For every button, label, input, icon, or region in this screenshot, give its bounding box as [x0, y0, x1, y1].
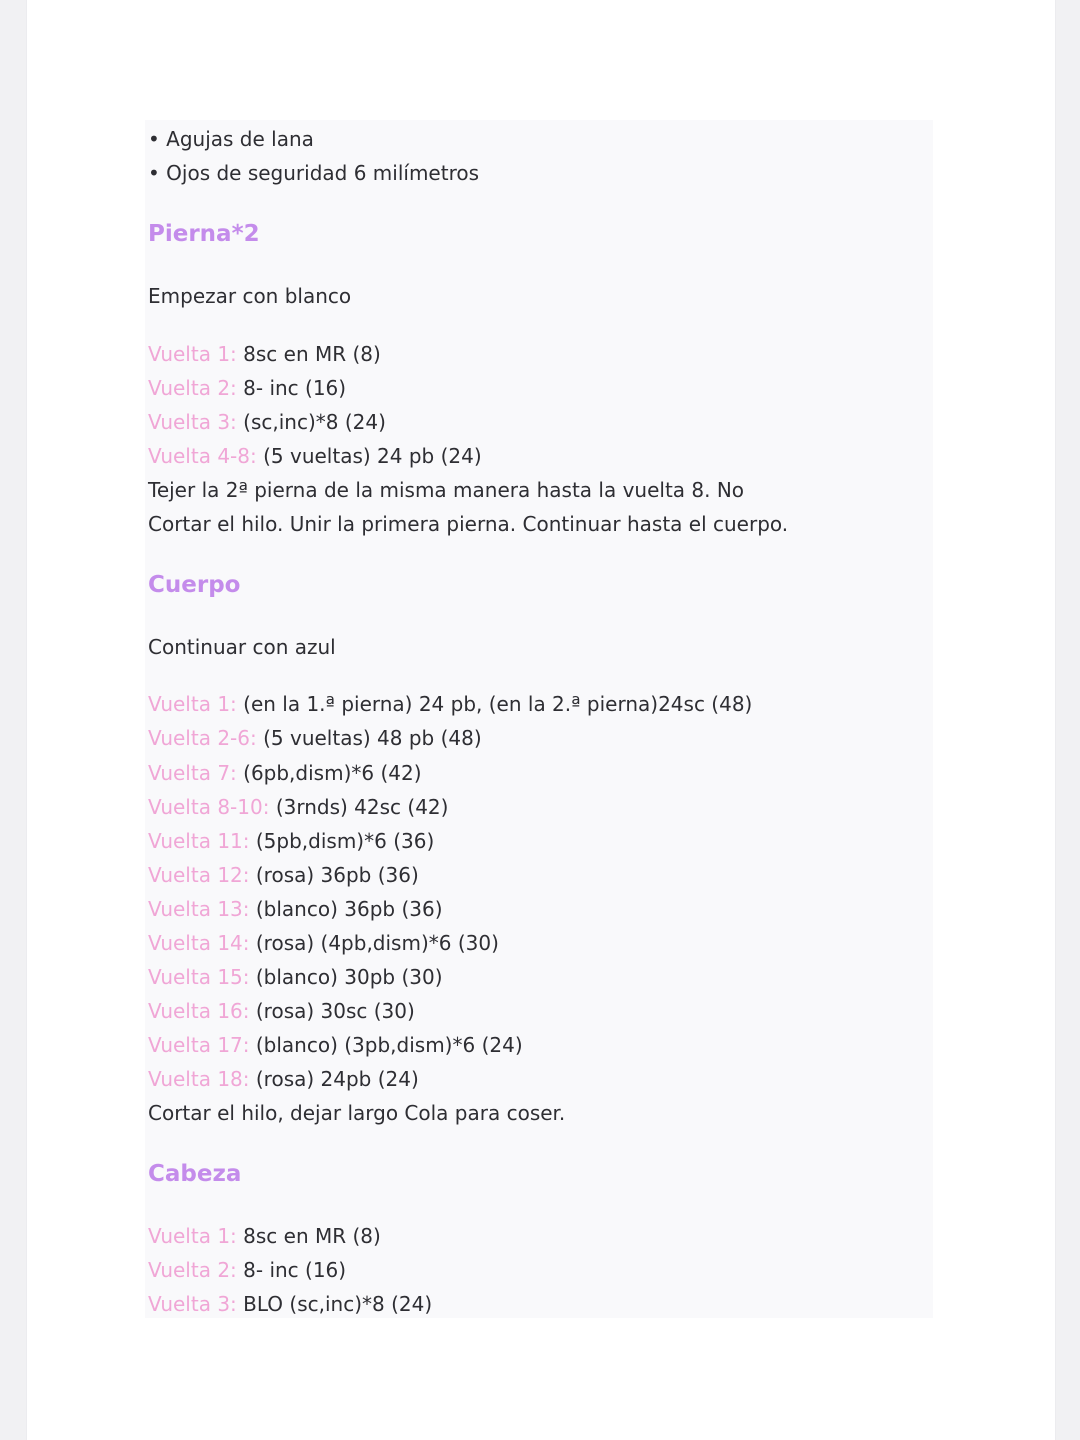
round-text: (rosa) 36pb (36)	[255, 863, 419, 887]
round-text: 8sc en MR (8)	[243, 1224, 381, 1248]
round-text: (blanco) (3pb,dism)*6 (24)	[255, 1033, 523, 1057]
round-row	[148, 439, 482, 473]
round-label: Vuelta 2:	[148, 1258, 237, 1282]
round-label: Vuelta 16:	[148, 999, 250, 1023]
section-title-pierna: Pierna*2	[148, 221, 260, 247]
round-label: Vuelta 2:	[148, 376, 237, 400]
round-row	[148, 1287, 432, 1321]
round-text: (rosa) 30sc (30)	[255, 999, 415, 1023]
round-row	[148, 371, 346, 405]
material-item: • Ojos de seguridad 6 milímetros	[148, 161, 480, 185]
round-label: Vuelta 2-6:	[148, 726, 257, 750]
round-row	[148, 994, 415, 1028]
round-label: Vuelta 1:	[148, 342, 237, 366]
round-text: (rosa) 24pb (24)	[255, 1067, 419, 1091]
round-row	[148, 960, 443, 994]
round-row	[148, 1062, 419, 1096]
round-label: Vuelta 13:	[148, 897, 250, 921]
round-row	[148, 405, 386, 439]
round-label: Vuelta 7:	[148, 761, 237, 785]
round-text: (6pb,dism)*6 (42)	[243, 761, 422, 785]
round-text: (5 vueltas) 48 pb (48)	[263, 726, 482, 750]
round-label: Vuelta 18:	[148, 1067, 250, 1091]
section-note-line: Cortar el hilo. Unir la primera pierna. Continuar hasta el cuerpo.	[148, 512, 789, 536]
round-row	[148, 824, 434, 858]
round-text: 8- inc (16)	[243, 376, 347, 400]
round-label: Vuelta 8-10:	[148, 795, 270, 819]
round-text: (5 vueltas) 24 pb (24)	[263, 444, 482, 468]
round-text: (sc,inc)*8 (24)	[243, 410, 386, 434]
round-text: (blanco) 30pb (30)	[255, 965, 443, 989]
round-label: Vuelta 17:	[148, 1033, 250, 1057]
round-label: Vuelta 15:	[148, 965, 250, 989]
round-row	[148, 337, 381, 371]
round-text: (rosa) (4pb,dism)*6 (30)	[255, 931, 499, 955]
section-intro-cuerpo: Continuar con azul	[148, 635, 336, 659]
round-label: Vuelta 1:	[148, 1224, 237, 1248]
round-text: 8- inc (16)	[243, 1258, 347, 1282]
round-text: 8sc en MR (8)	[243, 342, 381, 366]
round-row	[148, 1219, 381, 1253]
round-text: (blanco) 36pb (36)	[255, 897, 443, 921]
round-row	[148, 1253, 346, 1287]
section-note-line: Tejer la 2ª pierna de la misma manera hasta la vuelta 8. No	[148, 478, 745, 502]
section-intro-pierna: Empezar con blanco	[148, 284, 352, 308]
section-note-line: Cortar el hilo, dejar largo Cola para coser.	[148, 1101, 566, 1125]
round-label: Vuelta 14:	[148, 931, 250, 955]
round-text: (en la 1.ª pierna) 24 pb, (en la 2.ª pierna)24sc (48)	[243, 692, 753, 716]
round-label: Vuelta 1:	[148, 692, 237, 716]
section-title-cabeza: Cabeza	[148, 1161, 242, 1187]
round-row	[148, 790, 448, 824]
round-label: Vuelta 3:	[148, 410, 237, 434]
round-row	[148, 756, 422, 790]
round-row	[148, 687, 752, 721]
round-row	[148, 721, 482, 755]
round-row	[148, 892, 443, 926]
material-item: • Agujas de lana	[148, 127, 314, 151]
round-row	[148, 926, 499, 960]
round-text: BLO (sc,inc)*8 (24)	[243, 1292, 433, 1316]
section-title-cuerpo: Cuerpo	[148, 572, 241, 598]
round-label: Vuelta 4-8:	[148, 444, 257, 468]
round-label: Vuelta 12:	[148, 863, 250, 887]
round-row	[148, 1028, 523, 1062]
round-text: (3rnds) 42sc (42)	[275, 795, 449, 819]
round-label: Vuelta 3:	[148, 1292, 237, 1316]
round-row	[148, 858, 419, 892]
round-label: Vuelta 11:	[148, 829, 250, 853]
round-text: (5pb,dism)*6 (36)	[255, 829, 435, 853]
